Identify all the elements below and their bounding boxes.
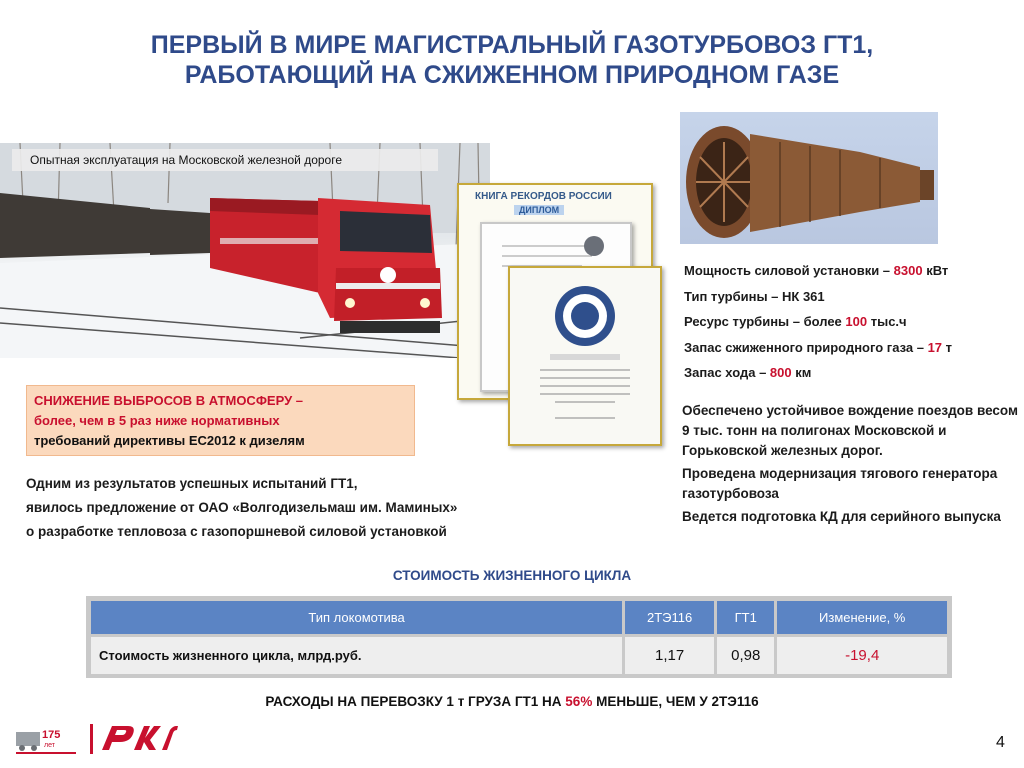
guinness-seal-icon — [510, 268, 660, 444]
rzd-logo — [98, 720, 178, 756]
achievement-item: Обеспечено устойчивое вождение поездов весом 9 тыс. тонн на полигонах Московской и Горьковской железных дорог. — [682, 403, 1018, 458]
page-title-line-1: ПЕРВЫЙ В МИРЕ МАГИСТРАЛЬНЫЙ ГАЗОТУРБОВОЗ ГТ1, — [150, 31, 874, 59]
diploma-title: КНИГА РЕКОРДОВ РОССИИ — [475, 191, 612, 202]
cost-savings-note: РАСХОДЫ НА ПЕРЕВОЗКУ 1 т ГРУЗА ГТ1 НА 56% МЕНЬШЕ, ЧЕМ У 2ТЭ116 — [265, 694, 759, 709]
emission-line-2: более, чем в 5 раз ниже нормативных — [34, 413, 280, 428]
spec-lng-reserve: Запас сжиженного природного газа – 17 т — [684, 339, 953, 355]
spec-range: Запас хода – 800 км — [684, 365, 812, 380]
anniversary-word: лет — [44, 742, 55, 749]
column-header: ГТ1 — [717, 601, 774, 634]
lcc-table — [86, 596, 952, 678]
spec-turbine-type: Тип турбины – НК 361 — [684, 288, 825, 304]
emission-line-3: требований директивы ЕС2012 к дизелям — [34, 433, 305, 448]
spec-resource-value: 100 — [845, 314, 868, 329]
anniversary-175-logo — [16, 722, 76, 756]
result-paragraph: Одним из результатов успешных испытаний ГТ1, явилось предложение от ОАО «Волгодизельмаш им. Маминых» о разработке тепловоза с газопоршневой силовой установкой — [26, 476, 458, 539]
achievement-item: Проведена модернизация тягового генератора газотурбовоза — [682, 466, 998, 501]
emission-heading: СНИЖЕНИЕ ВЫБРОСОВ В АТМОСФЕРУ – — [34, 393, 304, 408]
photo-caption: Опытная эксплуатация на Московской железной дороге — [12, 149, 438, 171]
table-header-row — [91, 601, 947, 634]
page-title-line-2: РАБОТАЮЩИЙ НА СЖИЖЕННОМ ПРИРОДНОМ ГАЗЕ — [184, 61, 840, 89]
page-title — [20, 30, 1004, 90]
lcc-heading: СТОИМОСТЬ ЖИЗНЕННОГО ЦИКЛА — [392, 568, 632, 583]
diploma-subtitle: ДИПЛОМ — [514, 205, 564, 215]
table-cell-change: -19,4 — [777, 637, 947, 674]
column-header: Изменение, % — [777, 601, 947, 634]
table-cell-2te116: 1,17 — [625, 637, 714, 674]
logo-divider — [90, 724, 93, 754]
train-illustration — [0, 143, 490, 358]
page-number: 4 — [996, 734, 1005, 751]
column-header: Тип локомотива — [91, 601, 622, 634]
savings-percent: 56% — [565, 694, 593, 709]
achievements-list — [682, 401, 1018, 530]
column-header: 2ТЭ116 — [625, 601, 714, 634]
train-photo — [0, 143, 490, 358]
turbine-illustration — [680, 112, 938, 244]
specs-list — [684, 262, 1014, 390]
spec-power-value: 8300 — [893, 263, 923, 278]
anniversary-number: 175 — [42, 729, 61, 741]
table-cell-gt1: 0,98 — [717, 637, 774, 674]
spec-lng-value: 17 — [927, 339, 943, 355]
spec-turbine-resource: Ресурс турбины – более 100 тыс.ч — [684, 314, 907, 329]
spec-power: Мощность силовой установки – 8300 кВт — [684, 263, 949, 278]
turbine-photo — [680, 112, 938, 244]
table-cell-label: Стоимость жизненного цикла, млрд.руб. — [91, 637, 622, 674]
spec-range-value: 800 — [769, 365, 792, 380]
guinness-certificate — [508, 266, 662, 446]
table-row — [91, 637, 947, 674]
achievement-item: Ведется подготовка КД для серийного выпуска — [682, 509, 1001, 524]
emission-callout — [26, 385, 415, 456]
